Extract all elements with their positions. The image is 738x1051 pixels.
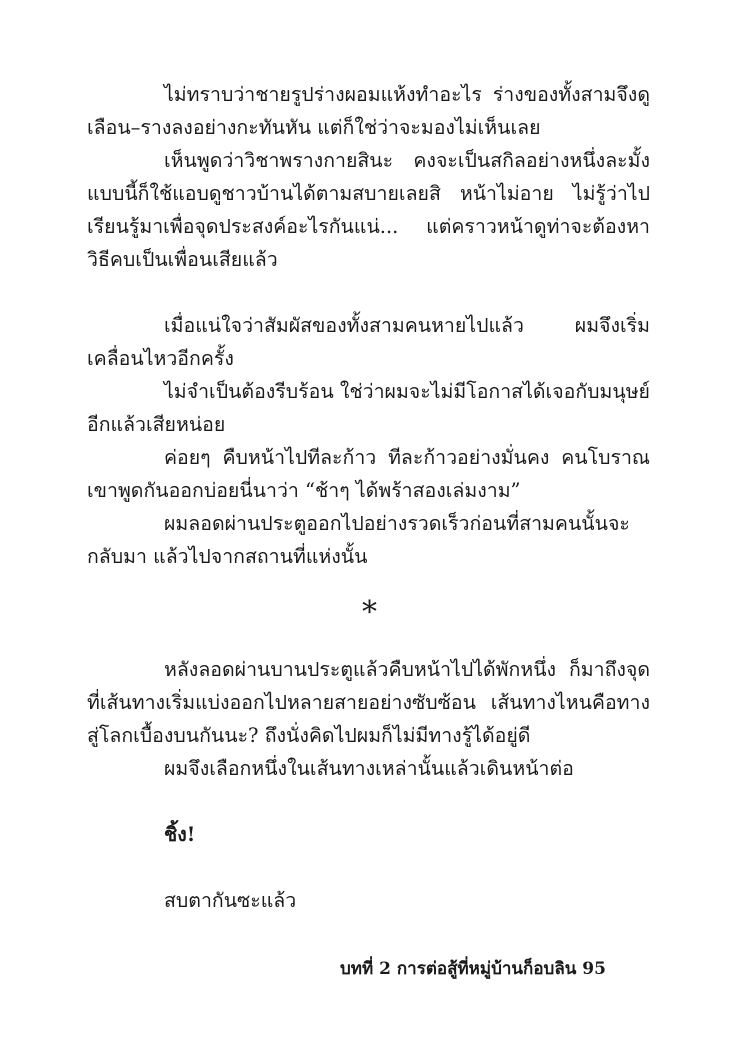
- paragraph-1: ไม่ทราบว่าชายรูปร่างผอมแห้งทำอะไร ร่างของทั้งสามจึงดูเลือน–รางลงอย่างกะทันหัน แต่ก็ใช่ว่าจะมองไม่เห็นเลย: [87, 83, 650, 139]
- paragraph-2: เห็นพูดว่าวิชาพรางกายสินะ คงจะเป็นสกิลอย่างหนึ่งละมั้ง แบบนี้ก็ใช้แอบดูชาวบ้านได้ตามสบายเลยสิ หน้าไม่อาย ไม่รู้ว่าไปเรียนรู้มาเพื่อจุดประสงค์อะไรกันแน่... แต่คราวหน้าดูท่าจะต้องหาวิธีคบเป็นเพื่อนเสียแล้ว: [87, 149, 650, 271]
- separator-gap: [87, 573, 650, 593]
- paragraph-3: เมื่อแน่ใจว่าสัมผัสของทั้งสามคนหายไปแล้ว ผมจึงเริ่มเคลื่อนไหวอีกครั้ง: [87, 314, 650, 370]
- page-body: [87, 78, 650, 917]
- paragraph-7: หลังลอดผ่านบานประตูแล้วคืบหน้าไปได้พักหนึ่ง ก็มาถึงจุดที่เส้นทางเริ่มแบ่งออกไปหลายสายอย่างซับซ้อน เส้นทางไหนคือทางสู่โลกเบื้องบนกันนะ? ถึงนั่งคิดไปผมก็ไม่มีทางรู้ได้อยู่ดี: [87, 658, 650, 747]
- scene-separator: *: [362, 595, 377, 630]
- paragraph-gap: [87, 851, 650, 884]
- running-footer: บทที่ 2 การต่อสู้ที่หมู่บ้านก็อบลิน 95: [340, 959, 606, 979]
- paragraph-5: ค่อยๆ คืบหน้าไปทีละก้าว ทีละก้าวอย่างมั่นคง คนโบราณเขาพูดกันออกบ่อยนี่นาว่า “ช้าๆ ได้พร้าสองเล่มงาม”: [87, 446, 650, 502]
- paragraph-6: ผมลอดผ่านประตูออกไปอย่างรวดเร็วก่อนที่สามคนนั้นจะกลับมา แล้วไปจากสถานที่แห่งนั้น: [87, 512, 630, 568]
- paragraph-4: ไม่จำเป็นต้องรีบร้อน ใช่ว่าผมจะไม่มีโอกาสได้เจอกับมนุษย์อีกแล้วเสียหน่อย: [87, 380, 650, 436]
- separator-gap: [87, 633, 650, 653]
- paragraph-8: ผมจึงเลือกหนึ่งในเส้นทางเหล่านั้นแล้วเดินหน้าต่อ: [164, 757, 574, 780]
- sound-effect: ชิ้ง!: [164, 823, 196, 846]
- paragraph-9: สบตากันซะแล้ว: [164, 889, 297, 912]
- paragraph-gap: [87, 276, 650, 309]
- paragraph-gap: [87, 785, 650, 818]
